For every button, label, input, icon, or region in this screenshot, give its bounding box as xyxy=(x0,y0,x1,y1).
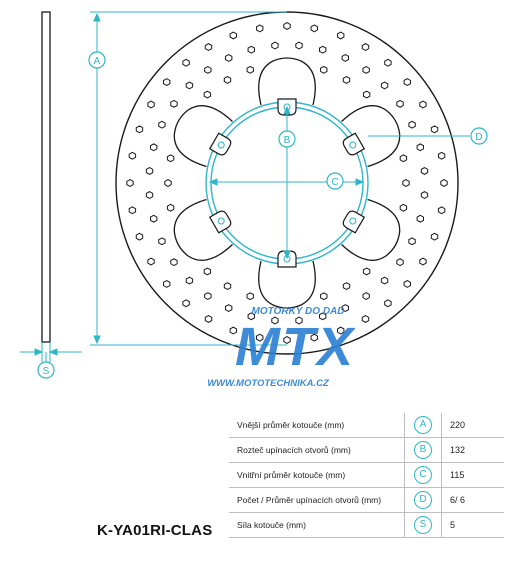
vent-hole xyxy=(272,42,278,49)
dimension-s xyxy=(20,342,82,362)
spec-value: 115 xyxy=(442,463,505,488)
vent-hole xyxy=(136,233,142,240)
spec-label: Rozteč upínacích otvorů (mm) xyxy=(229,438,405,463)
petal-outline xyxy=(259,261,316,308)
vent-hole xyxy=(381,82,387,89)
vent-hole xyxy=(420,258,426,265)
part-code: K-YA01RI-CLAS xyxy=(97,522,213,539)
vent-hole xyxy=(247,66,253,73)
spec-badge: C xyxy=(414,466,432,484)
vent-hole xyxy=(363,91,369,98)
vent-hole xyxy=(164,281,170,288)
spec-value: 6/ 6 xyxy=(442,488,505,513)
vent-hole xyxy=(400,155,406,162)
vent-hole xyxy=(136,126,142,133)
vent-hole xyxy=(343,283,349,290)
dimension-a-label: A xyxy=(93,56,101,67)
petal-outline xyxy=(259,58,316,105)
vent-hole xyxy=(404,281,410,288)
spec-label: Vnější průměr kotouče (mm) xyxy=(229,413,405,438)
vent-hole xyxy=(159,238,165,245)
vent-hole xyxy=(148,258,154,265)
vent-hole xyxy=(421,168,427,175)
spec-badge: B xyxy=(414,441,432,459)
vent-hole xyxy=(320,46,326,53)
vent-hole xyxy=(417,144,423,151)
vent-hole xyxy=(431,126,437,133)
vent-hole xyxy=(225,55,231,62)
vent-hole xyxy=(159,121,165,128)
vent-hole xyxy=(363,293,369,300)
vent-hole xyxy=(183,300,189,307)
vent-hole xyxy=(421,192,427,199)
vent-hole xyxy=(148,101,154,108)
spec-table xyxy=(229,413,504,538)
vent-hole xyxy=(404,79,410,86)
vent-hole xyxy=(343,77,349,84)
vent-hole xyxy=(205,316,211,323)
vent-hole xyxy=(205,67,211,74)
carrier-petal xyxy=(259,58,316,105)
spec-value: 132 xyxy=(442,438,505,463)
spec-badge: D xyxy=(414,491,432,509)
spec-badge: S xyxy=(414,516,432,534)
vent-hole xyxy=(363,268,369,275)
vent-hole xyxy=(167,204,173,211)
vent-hole xyxy=(151,144,157,151)
vent-hole xyxy=(438,207,444,214)
spec-row-thickness xyxy=(229,513,504,538)
vent-hole xyxy=(127,180,133,187)
vent-hole xyxy=(420,101,426,108)
vent-hole xyxy=(247,293,253,300)
dimension-d-label: D xyxy=(475,132,483,143)
vent-hole xyxy=(296,42,302,49)
spec-row-bolt-pitch xyxy=(229,438,504,463)
vent-hole xyxy=(167,155,173,162)
spec-label: Počet / Průměr upínacích otvorů (mm) xyxy=(229,488,405,513)
spec-badge: A xyxy=(414,416,432,434)
vent-hole xyxy=(362,316,368,323)
vent-hole xyxy=(151,215,157,222)
vent-hole xyxy=(397,100,403,107)
vent-hole xyxy=(248,46,254,53)
vent-hole xyxy=(441,180,447,187)
vent-hole xyxy=(417,215,423,222)
dimension-s-label: S xyxy=(42,366,50,377)
vent-hole xyxy=(400,204,406,211)
watermark-tagline-bottom: WWW.MOTOTECHNIKA.CZ xyxy=(207,378,329,389)
vent-hole xyxy=(397,259,403,266)
vent-hole xyxy=(337,32,343,39)
vent-hole xyxy=(363,67,369,74)
vent-hole xyxy=(224,283,230,290)
dimension-b-label: B xyxy=(283,135,291,146)
vent-hole xyxy=(205,293,211,300)
dimension-c-label: C xyxy=(331,177,339,188)
vent-hole xyxy=(403,180,409,187)
vent-hole xyxy=(362,44,368,51)
vent-hole xyxy=(431,233,437,240)
spec-label: Vnitřní průměr kotouče (mm) xyxy=(229,463,405,488)
vent-hole xyxy=(183,59,189,66)
vent-hole xyxy=(186,277,192,284)
vent-hole xyxy=(311,25,317,32)
vent-hole xyxy=(230,32,236,39)
vent-hole xyxy=(381,277,387,284)
carrier-petal xyxy=(259,261,316,308)
vent-hole xyxy=(409,238,415,245)
vent-hole xyxy=(409,121,415,128)
spec-value: 220 xyxy=(442,413,505,438)
vent-hole xyxy=(385,59,391,66)
vent-hole xyxy=(342,55,348,62)
vent-hole xyxy=(171,100,177,107)
vent-hole xyxy=(385,300,391,307)
spec-row-mounting-holes xyxy=(229,488,504,513)
vent-hole xyxy=(205,44,211,51)
vent-hole xyxy=(164,79,170,86)
vent-hole xyxy=(257,25,263,32)
vent-hole xyxy=(146,168,152,175)
spec-row-inner-diameter xyxy=(229,463,504,488)
vent-hole xyxy=(129,152,135,159)
disc-side-profile xyxy=(42,12,50,342)
vent-hole xyxy=(146,192,152,199)
vent-hole xyxy=(284,23,290,30)
spec-value: 5 xyxy=(442,513,505,538)
spec-row-outer-diameter xyxy=(229,413,504,438)
vent-hole xyxy=(204,91,210,98)
vent-hole xyxy=(186,82,192,89)
vent-hole xyxy=(321,66,327,73)
watermark-mtx-logo: MTX xyxy=(235,317,355,377)
vent-hole xyxy=(171,259,177,266)
vent-hole xyxy=(321,293,327,300)
watermark-tagline-top: MOTORKY DO DAD xyxy=(251,306,345,317)
vent-hole xyxy=(129,207,135,214)
spec-label: Síla kotouče (mm) xyxy=(229,513,405,538)
vent-hole xyxy=(224,77,230,84)
vent-hole xyxy=(165,180,171,187)
vent-hole xyxy=(204,268,210,275)
vent-hole xyxy=(225,305,231,312)
vent-hole xyxy=(438,152,444,159)
